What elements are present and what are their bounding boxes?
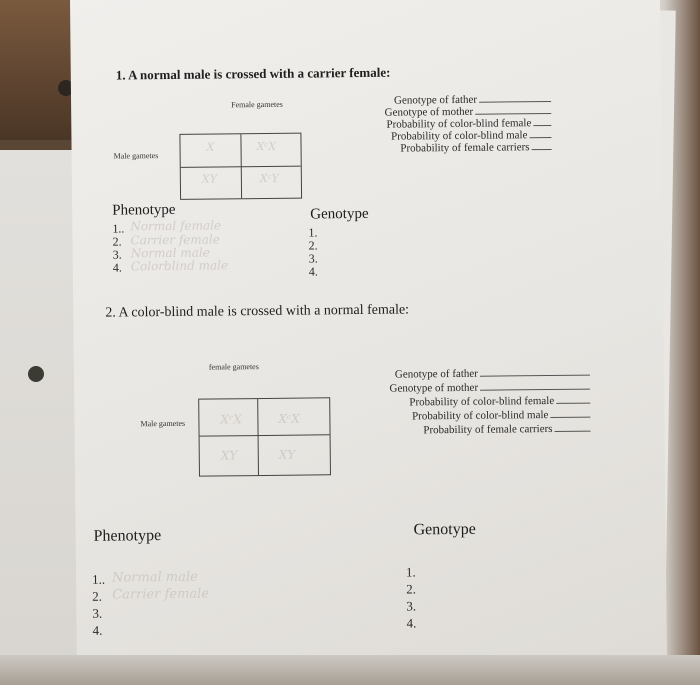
q1-colorblind-female-field[interactable]: Probability of color-blind female <box>321 117 551 131</box>
q2-genotype-1: 1. <box>405 564 416 580</box>
q2-phenotype-heading: Phenotype <box>93 527 162 545</box>
q1-female-gametes-label: Female gametes <box>231 99 283 110</box>
q2-genotype-4: 4. <box>406 615 417 631</box>
q1-phenotype-4: 4. <box>112 260 122 275</box>
q1-genotype-heading: Genotype <box>310 205 369 223</box>
question-2-title: 2. A color-blind male is crossed with a normal female: <box>105 302 410 321</box>
q2-genotype-heading: Genotype <box>413 520 476 539</box>
q1-phenotype-3: 3. <box>112 247 122 262</box>
desk-edge <box>0 655 700 685</box>
q2-genotype-2: 2. <box>406 581 417 597</box>
q1-genotype-3: 3. <box>308 251 318 266</box>
q2-phenotype-4: 4. <box>92 622 103 638</box>
paper-left-margin <box>0 150 80 685</box>
q1-genotype-2: 2. <box>308 238 318 253</box>
punch-hole <box>28 366 44 382</box>
q1-father-genotype-field[interactable]: Genotype of father <box>321 93 551 107</box>
q1-colorblind-male-field[interactable]: Probability of color-blind male <box>321 129 551 143</box>
q1-phenotype-2: 2. <box>112 234 122 249</box>
q2-punnett-square <box>198 397 331 476</box>
q2-mother-genotype-field[interactable]: Genotype of mother <box>354 381 590 395</box>
q1-male-gametes-label: Male gametes <box>113 151 159 161</box>
q1-phenotype-heading: Phenotype <box>112 201 176 219</box>
q2-phenotype-3: 3. <box>92 605 103 621</box>
q2-father-genotype-field[interactable]: Genotype of father <box>354 367 590 381</box>
q2-phenotype-2: 2. <box>92 588 103 604</box>
q2-female-carriers-field[interactable]: Probability of female carriers <box>354 423 590 437</box>
q1-female-carriers-field[interactable]: Probability of female carriers <box>322 141 552 155</box>
q2-colorblind-male-field[interactable]: Probability of color-blind male <box>354 409 590 423</box>
q2-female-gametes-label: female gametes <box>208 362 259 372</box>
q1-genotype-1: 1. <box>308 225 318 240</box>
q2-genotype-3: 3. <box>406 598 417 614</box>
q1-punnett-square <box>179 133 302 200</box>
q1-mother-genotype-field[interactable]: Genotype of mother <box>321 105 551 119</box>
q1-genotype-4: 4. <box>308 264 318 279</box>
q2-phenotype-1: 1.. <box>91 571 106 587</box>
worksheet-page: 1. A normal male is crossed with a carrier female: Female gametes Male gametes X XᶜX XY XᶜY Genotype of father Genotype of mother Probability of color-blind female Probability of color-blind male Probability of female carriers Phenotype Genotype 1.. 2. 3. 4. 1. 2. 3. 4. Normal female Carrier female Normal male Colorblind male 2. A color-blind male is crossed with a normal female: female gametes Male gametes XᶜX XᶜX XY XY Genotype of father Genotype of mother Probability of color-blind female Probability of color-blind male Probability of female carriers Phenotype Genotype 1.. 2. 3. 4. 1. 2. 3. 4. Normal male Carrier female <box>70 0 667 685</box>
question-1-title: 1. A normal male is crossed with a carrier female: <box>115 64 391 83</box>
q2-colorblind-female-field[interactable]: Probability of color-blind female <box>354 395 590 409</box>
q1-phenotype-1: 1.. <box>112 221 125 236</box>
q2-male-gametes-label: Male gametes <box>140 418 186 429</box>
